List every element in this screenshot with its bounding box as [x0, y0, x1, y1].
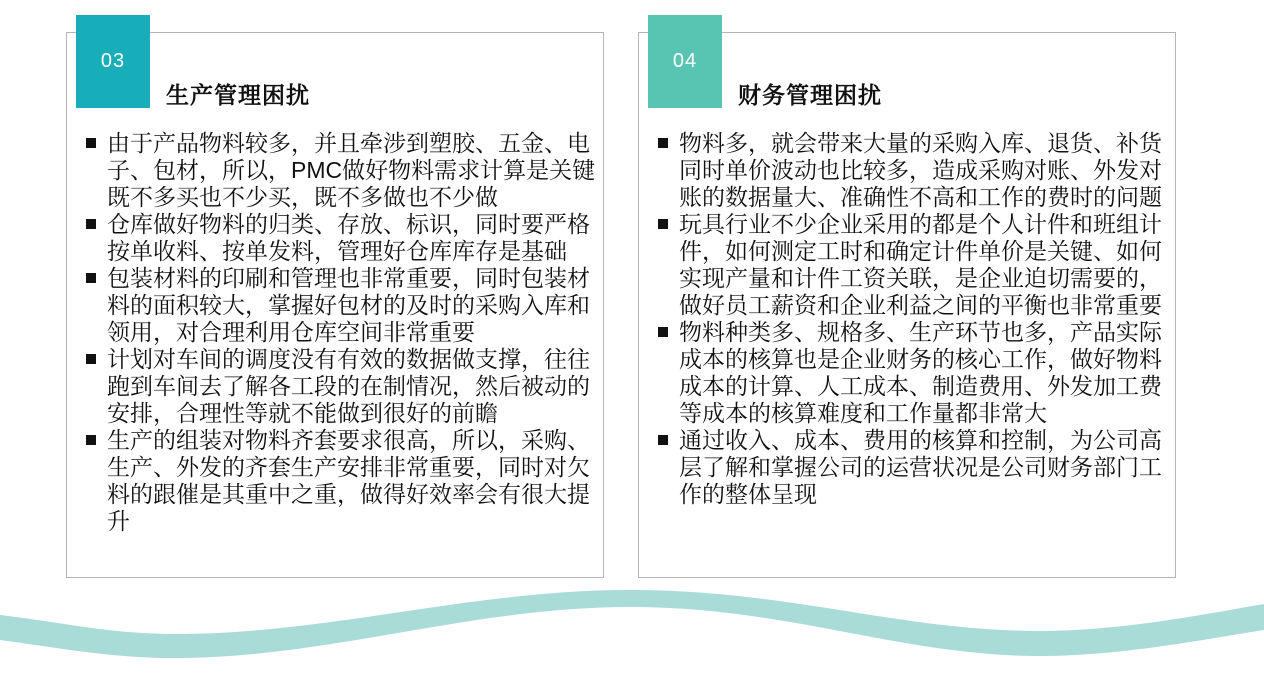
production-management-card: [66, 32, 604, 578]
bullet-text: 由于产品物料较多，并且牵涉到塑胶、五金、电子、包材，所以，PMC做好物料需求计算是关键既不多买也不少买，既不多做也不少做: [107, 130, 596, 210]
card-number-badge: [76, 15, 150, 108]
finance-management-card: [638, 32, 1176, 578]
bullet-square-icon: [86, 354, 96, 364]
card-title: 财务管理困扰: [738, 82, 882, 108]
bullet-text: 玩具行业不少企业采用的都是个人计件和班组计件，如何测定工时和确定计件单价是关键、如何实现产量和计件工资关联，是企业迫切需要的，做好员工薪资和企业利益之间的平衡也非常重要: [679, 211, 1162, 318]
bullet-text: 生产的组装对物料齐套要求很高，所以，采购、生产、外发的齐套生产安排非常重要，同时对欠料的跟催是其重中之重，做得好效率会有很大提升: [107, 427, 590, 534]
bullet-item: [86, 346, 601, 427]
bullet-square-icon: [658, 138, 668, 148]
bullet-text: 物料多，就会带来大量的采购入库、退货、补货同时单价波动也比较多，造成采购对账、外发对账的数据量大、准确性不高和工作的费时的问题: [679, 130, 1162, 210]
bullet-square-icon: [86, 138, 96, 148]
card-number: 03: [100, 50, 126, 72]
wave-ribbon: [0, 590, 1264, 658]
bullet-item: [86, 211, 601, 265]
bullet-text: 仓库做好物料的归类、存放、标识，同时要严格按单收料、按单发料，管理好仓库库存是基础: [107, 211, 590, 264]
bullet-text: 计划对车间的调度没有有效的数据做支撑，往往跑到车间去了解各工段的在制情况，然后被动的安排，合理性等就不能做到很好的前瞻: [107, 346, 590, 426]
bullet-text: 物料种类多、规格多、生产环节也多，产品实际成本的核算也是企业财务的核心工作，做好物料成本的计算、人工成本、制造费用、外发加工费等成本的核算难度和工作量都非常大: [679, 319, 1162, 426]
bullet-item: [658, 427, 1173, 508]
bullet-square-icon: [86, 435, 96, 445]
card-number: 04: [672, 50, 698, 72]
bullet-list: [658, 130, 1173, 508]
bullet-square-icon: [86, 219, 96, 229]
bullet-item: [658, 211, 1173, 319]
bullet-square-icon: [658, 219, 668, 229]
bullet-list: [86, 130, 601, 535]
bullet-square-icon: [658, 327, 668, 337]
bullet-text: 通过收入、成本、费用的核算和控制，为公司高层了解和掌握公司的运营状况是公司财务部门工作的整体呈现: [679, 427, 1162, 507]
bullet-text: 包装材料的印刷和管理也非常重要，同时包装材料的面积较大，掌握好包材的及时的采购入库和领用，对合理利用仓库空间非常重要: [107, 265, 590, 345]
bullet-item: [86, 427, 601, 535]
bullet-item: [658, 319, 1173, 427]
bullet-item: [86, 130, 601, 211]
bullet-item: [658, 130, 1173, 211]
bullet-item: [86, 265, 601, 346]
bullet-square-icon: [86, 273, 96, 283]
card-number-badge: [648, 15, 722, 108]
bullet-square-icon: [658, 435, 668, 445]
card-title: 生产管理困扰: [166, 82, 310, 108]
